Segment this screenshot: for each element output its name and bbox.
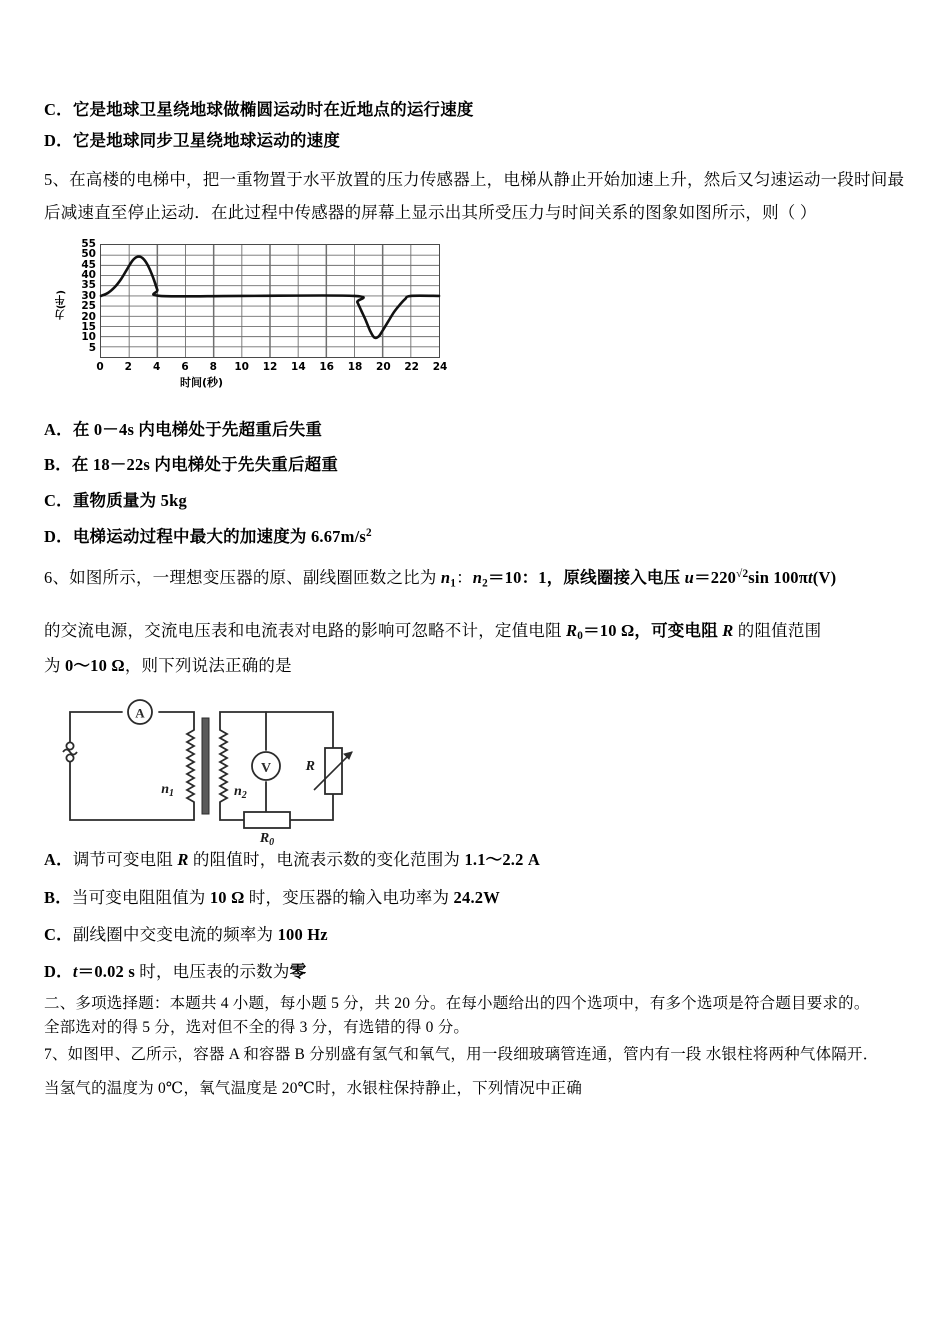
q6-stem3-pre: 为	[44, 656, 66, 675]
q6-option-c	[44, 925, 328, 945]
chart-y-tick-label: 10	[81, 331, 96, 344]
chart-y-axis-label: 力(牛)	[56, 290, 67, 320]
chart-x-tick-label: 0	[96, 361, 104, 373]
q6-option-a-value: 1.1～2.2 A	[464, 850, 541, 869]
q6-colon: ：	[456, 568, 473, 588]
chart-y-tick-label: 5	[88, 341, 96, 354]
q6-unit: (V)	[812, 568, 837, 588]
fixed-resistor-label: $R_0$	[259, 831, 275, 848]
circuit-svg	[52, 690, 352, 848]
chart-x-tick-label: 6	[181, 361, 189, 373]
q6-option-a-var: R	[177, 850, 189, 869]
q5-option-d-label: D．	[44, 527, 73, 547]
q5-option-b	[44, 455, 338, 475]
chart-plot-area	[100, 244, 440, 358]
q7-stem-line1: 7、如图甲、乙所示，容器 A 和容器 B 分别盛有氢气和氧气，用一段细玻璃管连通，管内有一段 水银柱将两种气体隔开．	[44, 1046, 879, 1063]
fixed-resistor-body	[244, 812, 290, 828]
chart-svg	[101, 245, 439, 357]
q4-option-d: D．它是地球同步卫星绕地球运动的速度	[44, 131, 341, 150]
q6-option-a	[44, 850, 540, 870]
q6-option-c-value: 100 Hz	[277, 925, 328, 944]
svg-text:V: V	[260, 761, 272, 776]
chart-y-tick-label: 55	[81, 238, 96, 250]
primary-coil	[187, 730, 194, 802]
q6-R-tail: 的阻值范围	[733, 621, 822, 640]
q6-R-range: 0～10 Ω	[65, 656, 125, 675]
q5-option-b-label: B．	[44, 455, 72, 474]
q6-option-c-pre: 副线圈中交变电流的频率为	[72, 925, 278, 944]
chart-y-tick-label: 50	[81, 248, 96, 261]
svg-text:A: A	[135, 705, 145, 721]
secondary-wire-top	[220, 712, 333, 730]
q6-n1: n	[440, 568, 451, 588]
q5-option-d	[44, 527, 372, 547]
variable-resistor-label: R	[305, 759, 315, 774]
q5-option-a-text: 在 0－4s 内电梯处于先超重后失重	[72, 420, 323, 439]
chart-y-tick-label: 35	[81, 279, 96, 292]
chart-y-tick-label: 15	[81, 320, 96, 333]
q5-option-c-label: C．	[44, 491, 73, 510]
primary-wire-bottom	[70, 762, 194, 820]
chart-x-axis-label: 时间(秒)	[180, 376, 224, 389]
q6-R0: R	[566, 621, 578, 640]
q6-option-d-label: D．	[44, 962, 73, 981]
q5-option-d-superscript: 2	[365, 527, 372, 539]
chart-x-tick-label: 12	[262, 361, 278, 373]
section2-header-line1: 二、多项选择题：本题共 4 小题，每小题 5 分，共 20 分。在每小题给出的四个选项中，有多个选项是符合题目要求的。	[44, 995, 870, 1012]
q6-eq: ＝220	[694, 568, 737, 588]
secondary-coil-label: $n_2$	[234, 784, 247, 801]
chart-x-tick-label: 22	[404, 361, 419, 373]
primary-coil-label: $n_1$	[161, 782, 174, 799]
chart-x-tick-label: 18	[347, 361, 363, 373]
q6-option-d	[44, 962, 306, 982]
chart-x-tick-label: 20	[376, 361, 391, 373]
q5-option-a	[44, 420, 322, 440]
q4-option-c: C．它是地球卫星绕地球做椭圆运动时在近地点的运行速度	[44, 100, 474, 119]
q6-option-a-label: A．	[44, 850, 73, 869]
chart-y-tick-label: 40	[81, 269, 96, 282]
q6-R: R	[722, 621, 734, 640]
q5-option-a-label: A．	[44, 420, 73, 439]
q6-stem3-tail: ，则下列说法正确的是	[124, 656, 292, 675]
chart-x-tick-label: 8	[209, 361, 217, 373]
q6-option-b-label: B．	[44, 888, 72, 907]
chart-y-ticks	[70, 238, 96, 360]
secondary-wire-bottom-right	[290, 794, 333, 820]
q6-option-d-var: t	[72, 962, 78, 981]
q6-option-a-pre: 调节可变电阻	[72, 850, 178, 869]
q6-n2-sub: 2	[482, 577, 488, 590]
q6-option-d-value: ＝0.02 s	[77, 962, 135, 981]
q5-stem-line1: 5、在高楼的电梯中，把一重物置于水平放置的压力传感器上，电梯从静止开始加速上升，然后又匀速运动一段时间最	[44, 170, 905, 189]
force-time-chart	[52, 238, 472, 390]
q6-option-b	[44, 888, 500, 908]
primary-wire-top-left	[70, 712, 122, 742]
chart-x-tick-label: 14	[291, 361, 306, 373]
transformer-circuit-diagram	[52, 690, 352, 848]
q5-option-b-text: 在 18－22s 内电梯处于先失重后超重	[71, 455, 339, 474]
q5-option-c-text: 重物质量为 5kg	[72, 491, 187, 510]
q6-n2: n	[472, 568, 483, 588]
q5-stem-line2: 后减速直至停止运动．在此过程中传感器的屏幕上显示出其所受压力与时间关系的图象如图所示，则（ ）	[44, 203, 817, 222]
q6-option-b-pre: 当可变电阻阻值为	[71, 888, 210, 907]
q6-n1-sub: 1	[450, 577, 457, 590]
q5-option-d-text: 电梯运动过程中最大的加速度为 6.67m/s	[72, 527, 366, 547]
q6-sin: sin 100π	[748, 568, 808, 588]
chart-y-tick-label: 45	[81, 258, 96, 271]
q6-option-c-label: C．	[44, 925, 73, 944]
q7-stem-line2: 当氢气的温度为 0℃，氧气温度是 20℃时，水银柱保持静止，下列情况中正确	[44, 1080, 583, 1097]
q6-sqrt2: √2	[736, 568, 749, 580]
chart-x-tick-label: 10	[234, 361, 249, 373]
ammeter-icon	[128, 700, 152, 724]
q6-option-b-value1: 10 Ω	[209, 888, 245, 907]
secondary-coil	[220, 730, 227, 802]
q6-stem-line1	[44, 568, 836, 591]
q6-stem-pre: 6、如图所示，一理想变压器的原、副线圈匝数之比为	[44, 568, 441, 588]
section2-header-line2: 全部选对的得 5 分，选对但不全的得 3 分，有选错的得 0 分。	[44, 1019, 470, 1036]
q6-option-b-value2: 24.2W	[453, 888, 500, 907]
chart-x-ticks	[96, 361, 448, 376]
q6-R0-sub: 0	[577, 630, 584, 643]
q6-u: u	[684, 568, 695, 588]
chart-x-tick-label: 2	[124, 361, 132, 373]
q6-ratio: ＝10：1，原线圈接入电压	[487, 568, 685, 588]
ac-source-icon	[63, 742, 77, 761]
secondary-wire-bottom-left	[220, 802, 244, 820]
voltmeter-icon	[252, 752, 280, 780]
q6-stem2-pre: 的交流电源，交流电压表和电流表对电路的影响可忽略不计，定值电阻	[44, 621, 567, 640]
chart-y-tick-label: 30	[81, 289, 96, 302]
chart-x-tick-label: 24	[432, 361, 448, 373]
q6-R0-value: ＝10 Ω，可变电阻	[583, 621, 723, 640]
q5-option-c	[44, 491, 187, 511]
chart-y-tick-label: 20	[81, 310, 96, 323]
q6-option-b-mid: 时，变压器的输入电功率为	[244, 888, 454, 907]
primary-wire-top-right	[159, 712, 194, 730]
q6-option-d-tail: 零	[289, 962, 307, 981]
q6-option-d-mid: 时，电压表的示数为	[134, 962, 290, 981]
chart-x-tick-label: 4	[153, 361, 161, 373]
transformer-core	[202, 718, 209, 814]
q6-option-a-mid: 的阻值时，电流表示数的变化范围为	[188, 850, 465, 869]
chart-x-tick-label: 16	[319, 361, 334, 373]
q6-t: t	[808, 568, 813, 588]
chart-gridlines	[101, 245, 439, 357]
chart-y-tick-label: 25	[81, 300, 96, 313]
q6-stem-line3	[44, 656, 292, 676]
q6-stem-line2	[44, 621, 821, 644]
